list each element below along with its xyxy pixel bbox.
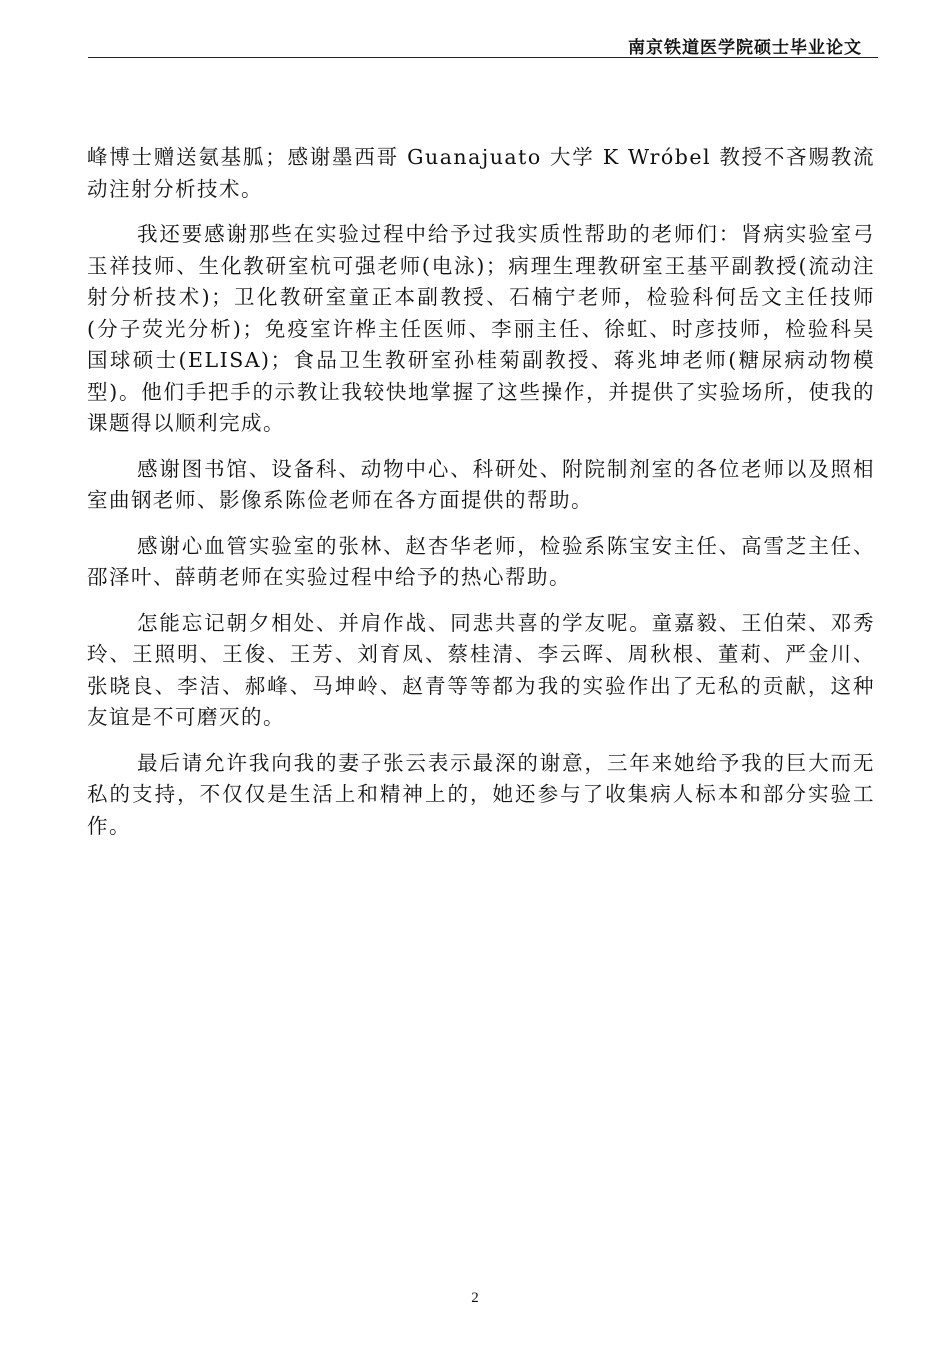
header-divider xyxy=(88,57,878,58)
paragraph-thanks-classmates: 怎能忘记朝夕相处、并肩作战、同悲共喜的学友呢。童嘉毅、王伯荣、邓秀玲、王照明、王俊、王芳、刘育凤、蔡桂清、李云晖、周秋根、董莉、严金川、张晓良、李洁、郝峰、马坤岭、赵青等等都为我的实验作出了无私的贡献，这种友谊是不可磨灭的。 xyxy=(87,610,875,729)
paragraph-thanks-cardio-lab: 感谢心血管实验室的张林、赵杏华老师，检验系陈宝安主任、高雪芝主任、邵泽叶、薛萌老师在实验过程中给予的热心帮助。 xyxy=(87,533,875,589)
paragraph-continued: 峰博士赠送氨基胍；感谢墨西哥 Guanajuato 大学 K Wróbel 教授不吝赐教流动注射分析技术。 xyxy=(87,145,875,201)
page-number: 2 xyxy=(471,1290,479,1306)
paragraph-thanks-departments: 感谢图书馆、设备科、动物中心、科研处、附院制剂室的各位老师以及照相室曲钢老师、影像系陈俭老师在各方面提供的帮助。 xyxy=(87,456,875,512)
header-title: 南京铁道医学院硕士毕业论文 xyxy=(628,38,862,58)
acknowledgements-body xyxy=(87,142,875,856)
paragraph-thanks-wife: 最后请允许我向我的妻子张云表示最深的谢意，三年来她给予我的巨大而无私的支持，不仅仅是生活上和精神上的，她还参与了收集病人标本和部分实验工作。 xyxy=(87,750,875,838)
paragraph-thanks-teachers: 我还要感谢那些在实验过程中给予过我实质性帮助的老师们：肾病实验室弓玉祥技师、生化教研室杭可强老师(电泳)；病理生理教研室王基平副教授(流动注射分析技术)；卫化教研室童正本副教授、石楠宁老师，检验科何岳文主任技师(分子荧光分析)；免疫室许桦主任医师、李丽主任、徐虹、时彦技师，检验科吴国球硕士(ELISA)；食品卫生教研室孙桂菊副教授、蒋兆坤老师(糖尿病动物模型)。他们手把手的示教让我较快地掌握了这些操作，并提供了实验场所，使我的课题得以顺利完成。 xyxy=(87,222,875,435)
